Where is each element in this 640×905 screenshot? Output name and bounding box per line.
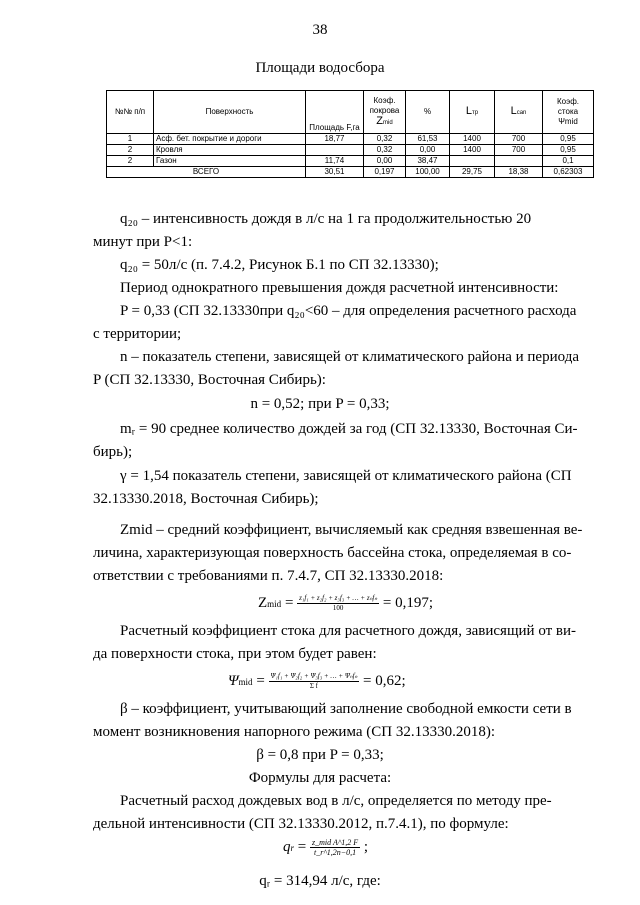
cell-percent: 61,53 — [406, 134, 450, 145]
zmid-formula-lhs-subscript: mid — [267, 598, 282, 609]
header-surface: Поверхность — [154, 91, 306, 134]
q20-line-2: минут при P<1: — [93, 234, 193, 250]
cell-psi: 0,1 — [543, 156, 594, 167]
psi-numerator: Ψ₁f₁ + Ψ₂f₂ + Ψ₃f₃ + … + Ψₙfₙ — [270, 672, 358, 680]
cell-num: 1 — [107, 134, 154, 145]
cell-ltr: 1400 — [450, 134, 495, 145]
p-line-1: P = 0,33 (СП 32.13330при q₂₀<60 – для определения расчетного расхода — [120, 303, 577, 319]
table-total-row — [107, 167, 594, 178]
qr-formula-end: ; — [363, 838, 369, 855]
beta-line-1: β – коэффициент, учитывающий заполнение свободной емкости сети в — [120, 701, 572, 717]
mr-line-1: mᵣ = 90 среднее количество дождей за год (СП 32.13330, Восточная Си- — [120, 421, 578, 437]
cell-total-lcan: 18,38 — [495, 167, 543, 178]
zmid-numerator: z₁f₁ + z₂f₂ + z₃f₃ + … + zₙfₙ — [299, 594, 378, 602]
qr-denominator: t_r^1,2n−0,1 — [313, 848, 357, 857]
runoff-line-2: да поверхности стока, при этом будет равен: — [93, 646, 377, 662]
cell-area: 11,74 — [306, 156, 364, 167]
qr-fraction — [310, 838, 360, 857]
header-lcan-symbol: L — [510, 105, 517, 117]
cell-percent: 0,00 — [406, 145, 450, 156]
header-ltr — [450, 91, 495, 134]
n-line-2: P (СП 32.13330, Восточная Сибирь): — [93, 372, 326, 388]
cell-surface: Кровля — [154, 145, 306, 156]
qr-formula: qr = $\frac{\text{z\_mid A\textasciicircum{}1,2 F}}{t\_r\^{}1,2n-0,1}$ ; — [283, 838, 369, 857]
zmid-fraction — [297, 594, 379, 613]
cell-surface: Асф. бет. покрытие и дороги — [154, 134, 306, 145]
header-psi-line1: Коэф. — [557, 97, 579, 106]
cell-surface: Газон — [154, 156, 306, 167]
table-header-row — [107, 91, 594, 134]
cell-total-percent: 100,00 — [406, 167, 450, 178]
cell-ltr — [450, 156, 495, 167]
gamma-line-2: 32.13330.2018, Восточная Сибирь); — [93, 491, 319, 507]
zmid-formula-lhs: Z — [258, 594, 268, 611]
cell-area — [306, 145, 364, 156]
zmid-line-3: ответствии с требованиями п. 7.4.7, СП 32.13330.2018: — [93, 568, 444, 584]
gamma-line-1: γ = 1,54 показатель степени, зависящей от климатического района (СП — [120, 468, 572, 484]
beta-value: β = 0,8 при P = 0,33; — [256, 747, 384, 763]
period-line: Период однократного превышения дождя расчетной интенсивности: — [120, 280, 559, 296]
cell-total-area: 30,51 — [306, 167, 364, 178]
psi-fraction — [269, 672, 360, 691]
qr-numerator: z_mid A^1,2 F — [311, 838, 359, 847]
cell-zmid: 0,32 — [364, 134, 406, 145]
header-zmid-symbol: Z — [376, 115, 384, 127]
p-line-2: с территории; — [93, 326, 182, 342]
table-row — [107, 156, 594, 167]
zmid-denominator: 100 — [332, 604, 344, 612]
header-zmid-subscript: mid — [383, 120, 393, 126]
section-title: Площади водосбора — [255, 60, 385, 76]
flow-line-2: дельной интенсивности (СП 32.13330.2012, п.7.4.1), по формуле: — [93, 816, 509, 832]
header-psi-line2: стока — [557, 107, 579, 116]
table-row — [107, 145, 594, 156]
psi-formula-lhs: Ψ — [228, 672, 239, 689]
cell-ltr: 1400 — [450, 145, 495, 156]
cell-total-ltr: 29,75 — [450, 167, 495, 178]
header-lcan — [495, 91, 543, 134]
psi-formula-lhs-subscript: mid — [238, 676, 253, 687]
header-ltr-subscript: тр — [472, 110, 479, 116]
page-number: 38 — [312, 22, 328, 38]
q20-line-1: q₂₀ – интенсивность дождя в л/с на 1 га продолжительностью 20 — [120, 211, 532, 227]
cell-lcan: 700 — [495, 134, 543, 145]
header-psi-symbol: Ψmid — [558, 117, 578, 126]
cell-area: 18,77 — [306, 134, 364, 145]
header-zmid-line1: Коэф. — [373, 96, 396, 105]
cell-lcan: 700 — [495, 145, 543, 156]
header-zmid-line2: покрова — [369, 106, 400, 115]
zmid-line-1: Zmid – средний коэффициент, вычисляемый как средняя взвешенная ве- — [120, 522, 583, 538]
cell-lcan — [495, 156, 543, 167]
qr-formula-lhs-subscript: r — [290, 842, 295, 853]
qr-formula-lhs: q — [283, 838, 291, 855]
psi-denominator: Σ f — [309, 682, 318, 690]
n-line-1: n – показатель степени, зависящей от климатического района и периода — [120, 349, 579, 365]
beta-line-2: момент возникновения напорного режима (СП 32.13330.2018): — [93, 724, 495, 740]
n-value: n = 0,52; при P = 0,33; — [250, 396, 390, 412]
cell-num: 2 — [107, 156, 154, 167]
runoff-line-1: Расчетный коэффициент стока для расчетного дождя, зависящий от ви- — [120, 623, 577, 639]
psi-result: = 0,62; — [363, 672, 406, 689]
zmid-result: = 0,197; — [382, 594, 434, 611]
zmid-formula: Zmid = $\frac{\text{z₁f₁ + z₂f₂ + z₃f₃ + … + zₙfₙ}}{100}$ = 0,197; — [258, 594, 434, 612]
cell-psi: 0,95 — [543, 145, 594, 156]
qr-value: qᵣ = 314,94 л/с, где: — [259, 873, 381, 889]
header-area: Площадь F,га — [306, 91, 364, 134]
cell-num: 2 — [107, 145, 154, 156]
cell-percent: 38,47 — [406, 156, 450, 167]
psi-formula: Ψmid = $\frac{\text{Ψ₁f₁ + Ψ₂f₂ + Ψ₃f₃ + … + Ψₙfₙ}}{\text{Σ f}}$ = 0,62; — [228, 672, 406, 690]
table-row — [107, 134, 594, 145]
cell-total-zmid: 0,197 — [364, 167, 406, 178]
cell-zmid: 0,00 — [364, 156, 406, 167]
cell-zmid: 0,32 — [364, 145, 406, 156]
header-ltr-symbol: L — [465, 105, 473, 117]
formulas-heading: Формулы для расчета: — [248, 770, 392, 786]
zmid-line-2: личина, характеризующая поверхность бассейна стока, определяемая в со- — [93, 545, 572, 561]
cell-psi: 0,95 — [543, 134, 594, 145]
header-zmid — [364, 91, 406, 134]
q20-value: q₂₀ = 50л/с (п. 7.4.2, Рисунок Б.1 по СП 32.13330); — [120, 257, 439, 273]
mr-line-2: бирь); — [93, 444, 133, 460]
header-psi — [543, 91, 594, 134]
cell-total-psi: 0,62303 — [543, 167, 594, 178]
header-num: №№ п/п — [107, 91, 154, 134]
cell-total-label: ВСЕГО — [107, 167, 306, 178]
flow-line-1: Расчетный расход дождевых вод в л/с, определяется по методу пре- — [120, 793, 552, 809]
header-percent: % — [406, 91, 450, 134]
catchment-table — [106, 90, 594, 178]
header-lcan-subscript: can — [516, 110, 527, 116]
